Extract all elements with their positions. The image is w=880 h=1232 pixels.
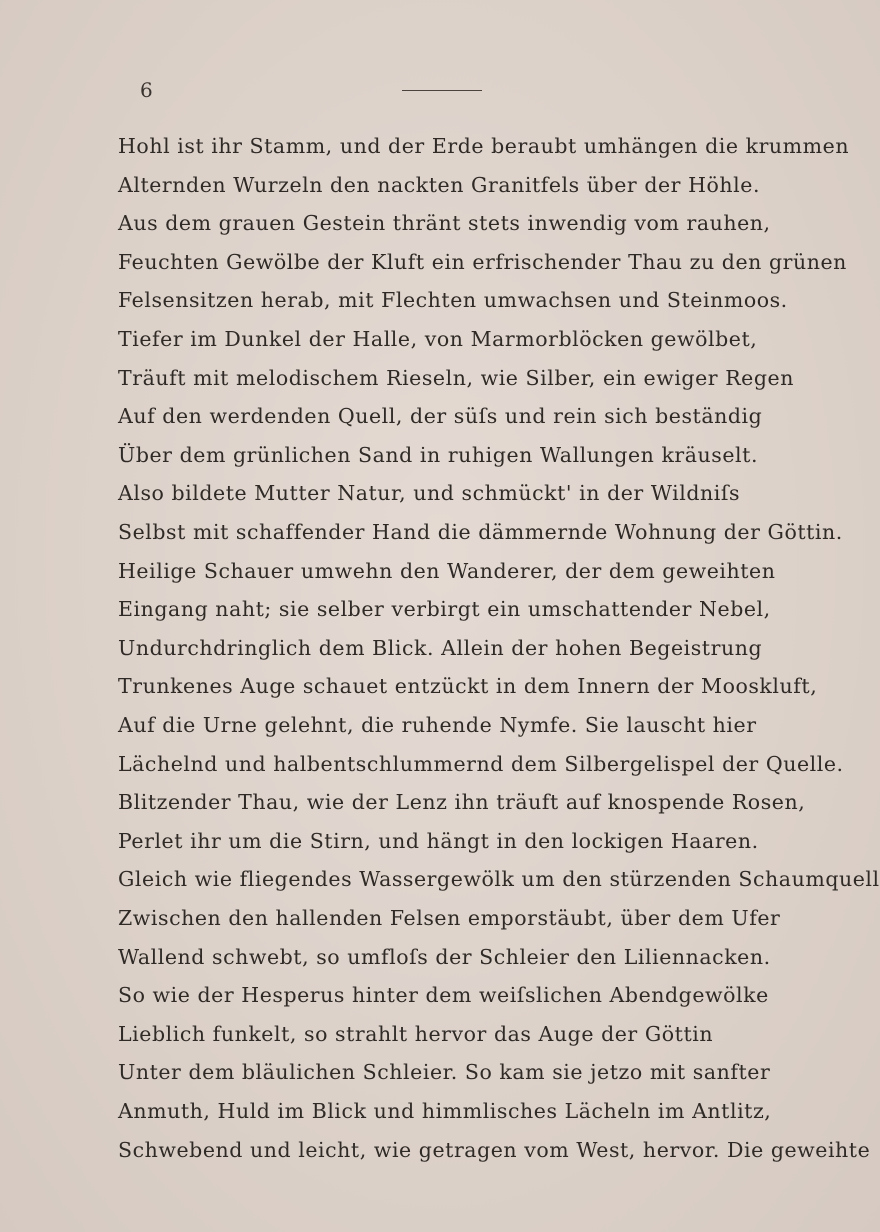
poem-line: Auf die Urne gelehnt, die ruhende Nymfe. Sie lauscht hier: [118, 713, 757, 737]
poem-line: Heilige Schauer umwehn den Wanderer, der dem geweihten: [118, 558, 776, 583]
header-rule: [402, 90, 482, 91]
poem-line: Felsensitzen herab, mit Flechten umwachsen und Steinmoos.: [118, 288, 788, 313]
poem-line: Gleich wie fliegendes Wassergewölk um den stürzenden Schaumquell: [118, 867, 880, 892]
poem-line: Unter dem bläulichen Schleier. So kam sie jetzo mit sanfter: [118, 1060, 771, 1085]
poem-line: Anmuth, Huld im Blick und himmlisches Lächeln im Antlitz,: [118, 1099, 772, 1123]
poem-line: Lächelnd und halbentschlummernd dem Silbergelispel der Quelle.: [118, 751, 844, 776]
poem-line: Trunkenes Auge schauet entzückt in dem Innern der Mooskluft,: [118, 674, 818, 699]
poem-line: Lieblich funkelt, so strahlt hervor das Auge der Göttin: [118, 1021, 714, 1046]
poem-line: Schwebend und leicht, wie getragen vom West, hervor. Die geweihte: [118, 1137, 871, 1162]
poem-line: Über dem grünlichen Sand in ruhigen Wallungen kräuselt.: [118, 442, 759, 467]
poem-line: Also bildete Mutter Natur, und schmückt' in der Wildniſs: [118, 481, 741, 506]
poem-line: Eingang naht; sie selber verbirgt ein umschattender Nebel,: [118, 597, 771, 622]
poem-line: Blitzender Thau, wie der Lenz ihn träuft auf knospende Rosen,: [118, 790, 806, 815]
poem-line: Aus dem grauen Gestein thränt stets inwendig vom rauhen,: [118, 211, 771, 236]
poem-line: Undurchdringlich dem Blick. Allein der hohen Begeistrung: [118, 635, 763, 660]
poem-line: Feuchten Gewölbe der Kluft ein erfrischender Thau zu den grünen: [118, 249, 847, 274]
poem-line: So wie der Hesperus hinter dem weiſslichen Abendgewölke: [118, 983, 769, 1008]
poem-line: Selbst mit schaffender Hand die dämmernde Wohnung der Göttin.: [118, 520, 843, 544]
poem-line: Alternden Wurzeln den nackten Granitfels über der Höhle.: [118, 172, 761, 197]
poem-line: Auf den werdenden Quell, der süſs und rein sich beständig: [118, 404, 763, 429]
poem-line: Perlet ihr um die Stirn, und hängt in den lockigen Haaren.: [118, 828, 759, 853]
poem-line: Hohl ist ihr Stamm, und der Erde beraubt umhängen die krummen: [118, 134, 850, 158]
poem-line: Wallend schwebt, so umfloſs der Schleier den Liliennacken.: [118, 944, 771, 969]
poem-line: Träuft mit melodischem Rieseln, wie Silber, ein ewiger Regen: [118, 365, 794, 390]
poem-line: Zwischen den hallenden Felsen emporstäubt, über dem Ufer: [118, 906, 781, 930]
poem-line: Tiefer im Dunkel der Halle, von Marmorblöcken gewölbet,: [118, 327, 758, 351]
page-number: 6: [140, 78, 153, 102]
